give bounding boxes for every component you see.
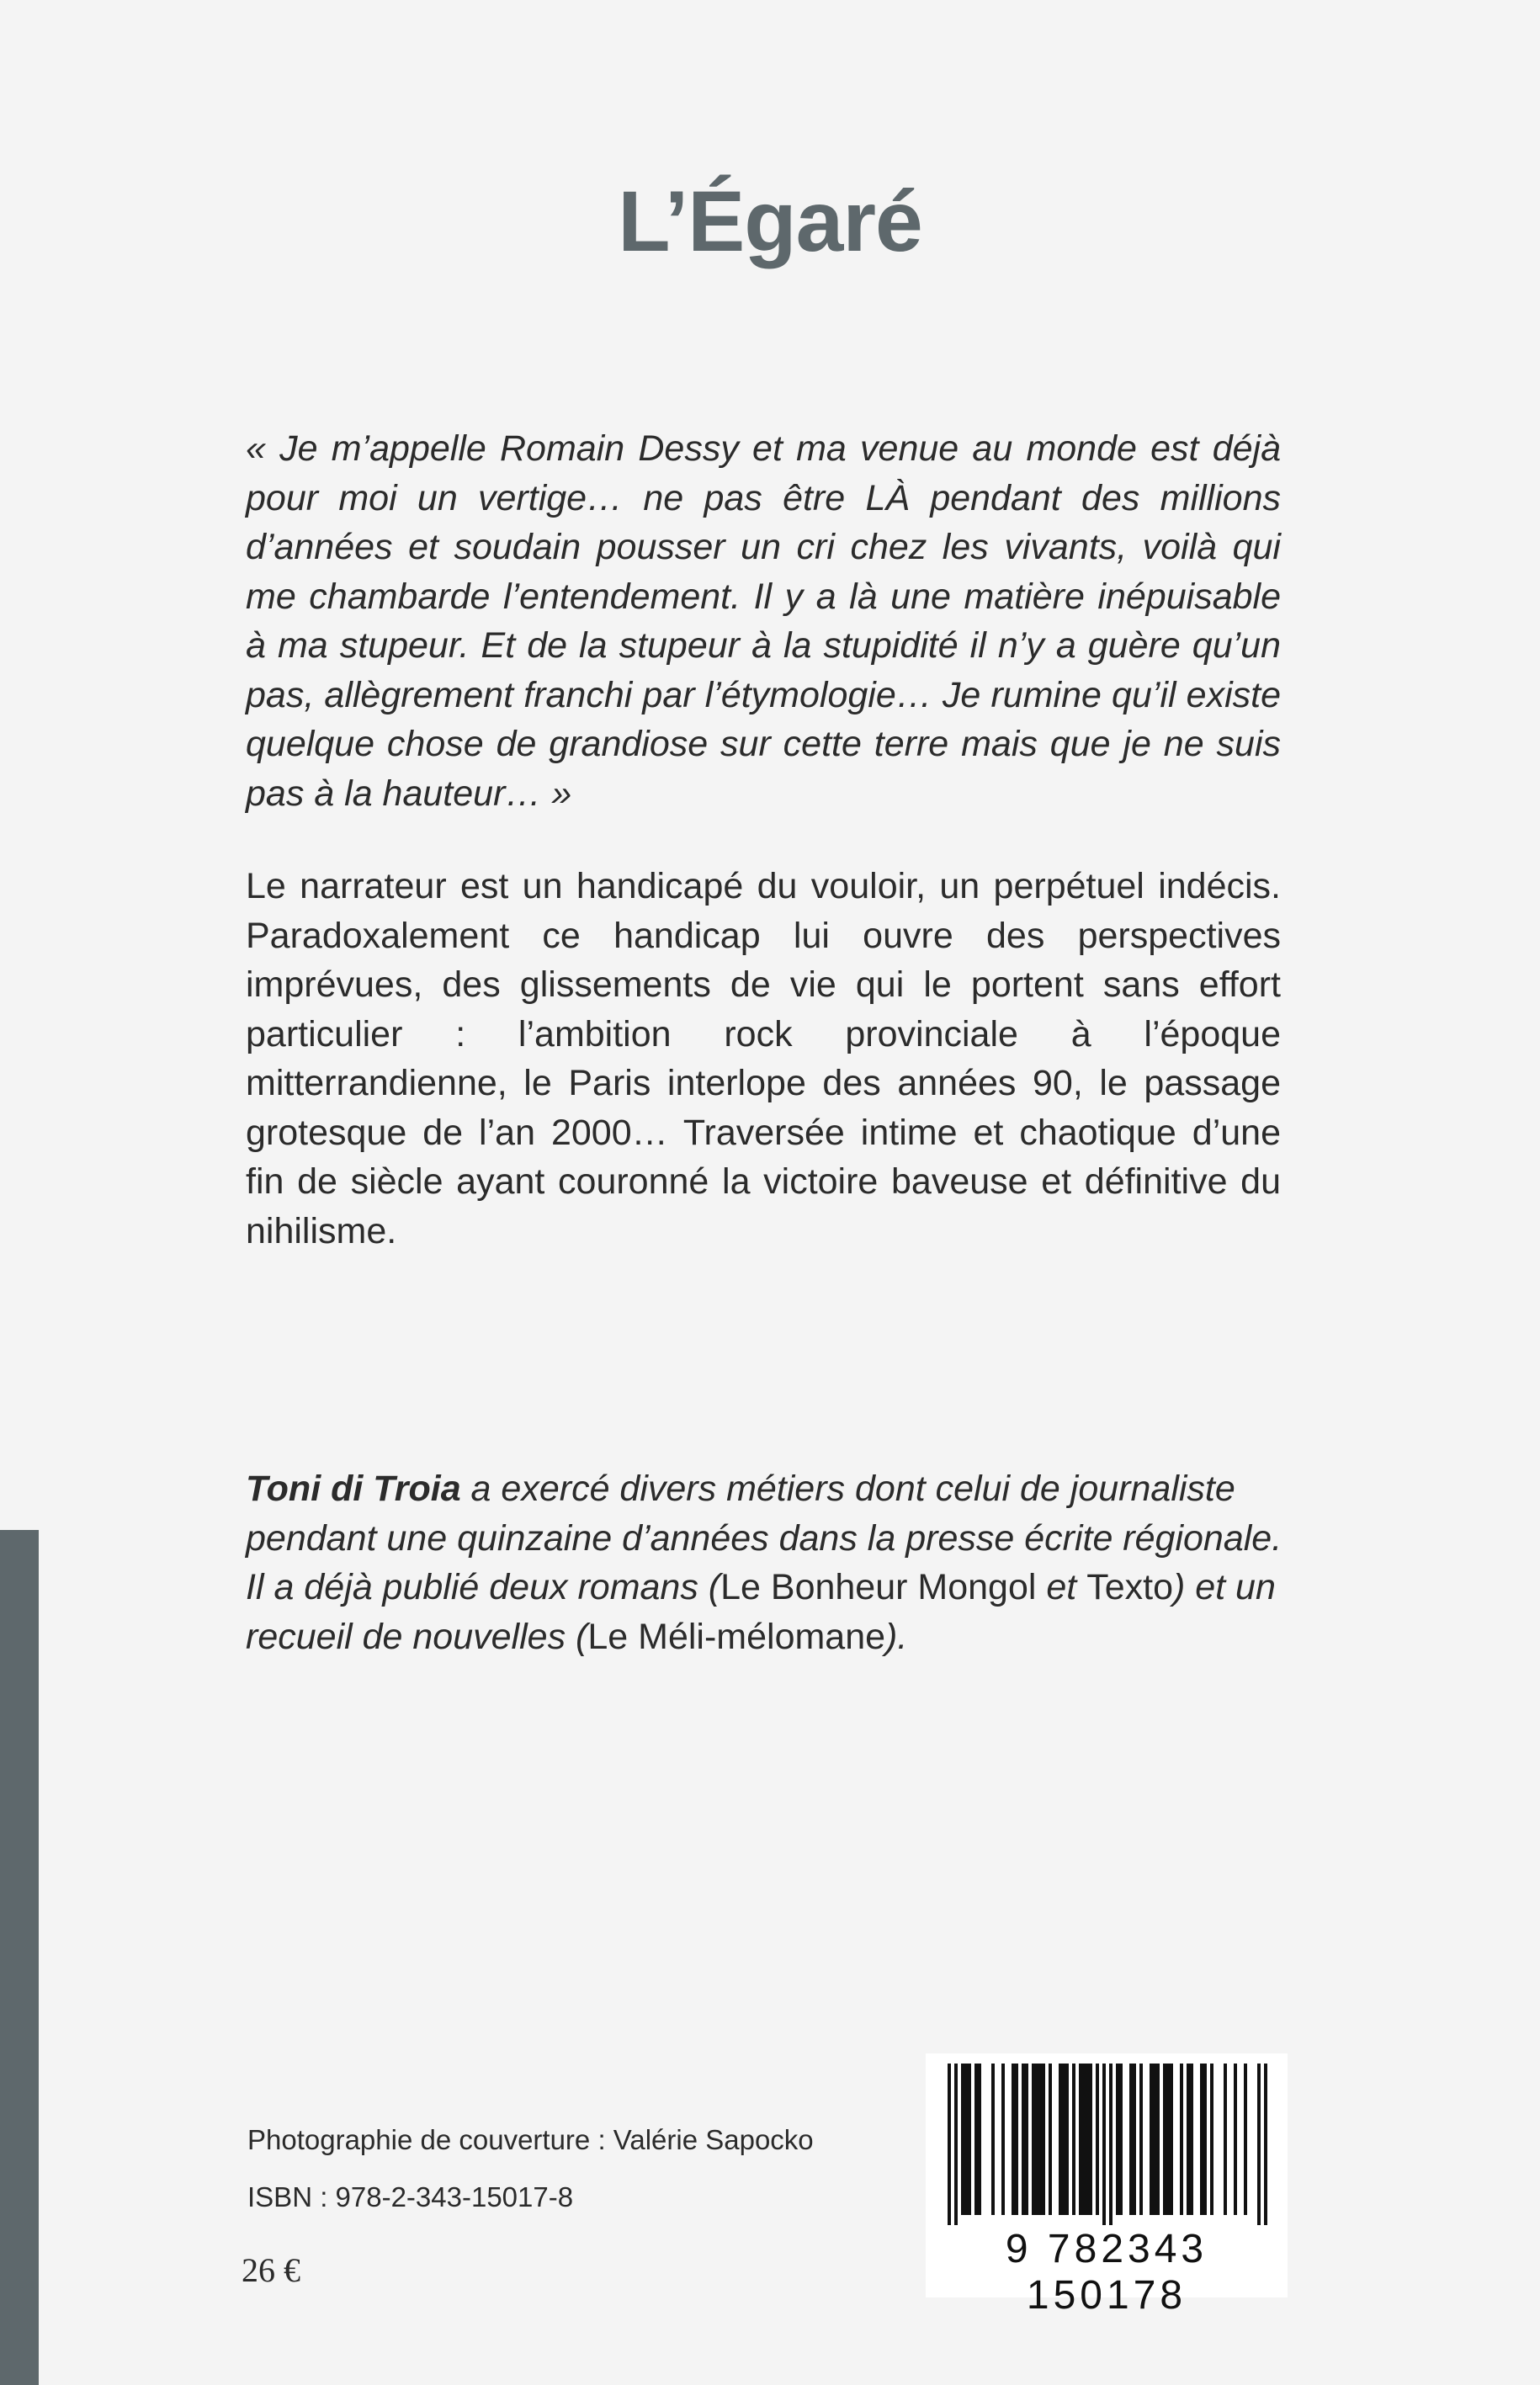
author-bio — [246, 1464, 1298, 1661]
barcode-bar — [1116, 2064, 1119, 2215]
isbn: ISBN : 978-2-343-15017-8 — [247, 2181, 574, 2212]
barcode-bar — [1086, 2064, 1089, 2215]
barcode-bar — [1203, 2064, 1207, 2215]
barcode-bar — [961, 2064, 964, 2215]
barcode-bar — [1163, 2064, 1166, 2215]
barcode-bar — [1089, 2064, 1092, 2215]
barcode-bar — [1224, 2064, 1227, 2215]
spine-accent-bar — [0, 1530, 39, 2385]
excerpt-quote: « Je m’appelle Romain Dessy et ma venue au monde est déjà pour moi un vertige… ne pas être LÀ pendant des millions d’années et soudain pousser un cri chez les vivants, voilà qui me chambarde l’entendement. Il y a là une matière inépuisable à ma stupeur. Et de la stupeur à la stupidité il n’y a guère qu’un pas, allègrement franchi par l’étymologie… Je rumine qu’il existe quelque chose de grandiose sur cette terre mais que je ne suis pas à la hauteur… » — [246, 428, 1281, 814]
barcode-bar — [1025, 2064, 1028, 2215]
barcode-bar — [1234, 2064, 1237, 2215]
barcode-bar — [1059, 2064, 1062, 2215]
barcode-bar — [964, 2064, 968, 2215]
bio-text-4: ). — [885, 1616, 908, 1657]
barcode-bars — [926, 2053, 1288, 2226]
barcode-bar — [968, 2064, 971, 2215]
barcode-bar — [1102, 2064, 1106, 2225]
barcode-bar — [1072, 2064, 1075, 2215]
barcode-bar — [1035, 2064, 1038, 2215]
barcode-digits: 9 782343 150178 — [1005, 2227, 1208, 2318]
barcode-bar — [1200, 2064, 1203, 2215]
barcode-bar — [1156, 2064, 1160, 2215]
barcode-bar — [991, 2064, 995, 2215]
barcode-bar — [1210, 2064, 1213, 2215]
bio-book-1: Le Bonheur Mongol — [720, 1567, 1037, 1607]
barcode-bar — [1133, 2064, 1136, 2215]
bio-book-2: Texto — [1086, 1567, 1173, 1607]
barcode-bar — [1244, 2064, 1247, 2215]
barcode-bar — [1190, 2064, 1193, 2215]
barcode-bar — [1119, 2064, 1123, 2215]
barcode-bar — [1257, 2064, 1261, 2225]
barcode-bar — [1187, 2064, 1190, 2215]
barcode-bar — [1065, 2064, 1069, 2215]
barcode-bar — [1129, 2064, 1133, 2215]
barcode-bar — [1109, 2064, 1113, 2225]
barcode-bar — [1170, 2064, 1173, 2215]
bio-text-3: ) et un recueil de nouvelles ( — [246, 1567, 1276, 1657]
barcode-bar — [1139, 2064, 1143, 2215]
barcode-bar — [1180, 2064, 1183, 2215]
barcode-bar — [1042, 2064, 1045, 2215]
barcode-bar — [948, 2064, 951, 2225]
barcode-bar — [978, 2064, 981, 2215]
barcode-bar — [1032, 2064, 1035, 2215]
barcode-bar — [1001, 2064, 1005, 2215]
barcode-bar — [1153, 2064, 1156, 2215]
barcode-bar — [974, 2064, 978, 2215]
photo-credit: Photographie de couverture : Valérie Sapocko — [247, 2124, 814, 2155]
bio-text-2: et — [1036, 1567, 1087, 1607]
book-summary: Le narrateur est un handicapé du vouloir, un perpétuel indécis. Paradoxalement ce handicap lui ouvre des perspectives imprévues, des glissements de vie qui le portent sans effort particulier : l’ambition rock provinciale à l’époque mitterrandienne, le Paris interlope des années 90, le passage grotesque de l’an 2000… Traversée intime et chaotique d’une fin de siècle ayant couronné la victoire baveuse et définitive du nihilisme. — [246, 866, 1281, 1251]
barcode-bar — [1082, 2064, 1086, 2215]
barcode-bar — [1022, 2064, 1025, 2215]
barcode-bar — [1166, 2064, 1170, 2215]
barcode-bar — [1079, 2064, 1082, 2215]
barcode-bar — [1038, 2064, 1042, 2215]
barcode — [926, 2053, 1288, 2318]
author-name: Toni di Troia — [246, 1469, 461, 1509]
barcode-bar — [1015, 2064, 1018, 2215]
barcode-bar — [1062, 2064, 1065, 2215]
barcode-bar — [954, 2064, 958, 2225]
bio-book-3: Le Méli-mélomane — [587, 1616, 886, 1657]
bio-text-1: a exercé divers métiers dont celui de journaliste pendant une quinzaine d’années dans la presse écrite régionale. Il a déjà publié deux romans ( — [246, 1469, 1282, 1607]
barcode-bar — [1264, 2064, 1267, 2225]
barcode-bar — [1096, 2064, 1099, 2215]
barcode-bar — [1150, 2064, 1153, 2215]
book-title: L’Égaré — [618, 173, 922, 269]
barcode-bar — [1012, 2064, 1015, 2215]
price: 26 € — [242, 2251, 300, 2289]
barcode-bar — [1049, 2064, 1052, 2215]
